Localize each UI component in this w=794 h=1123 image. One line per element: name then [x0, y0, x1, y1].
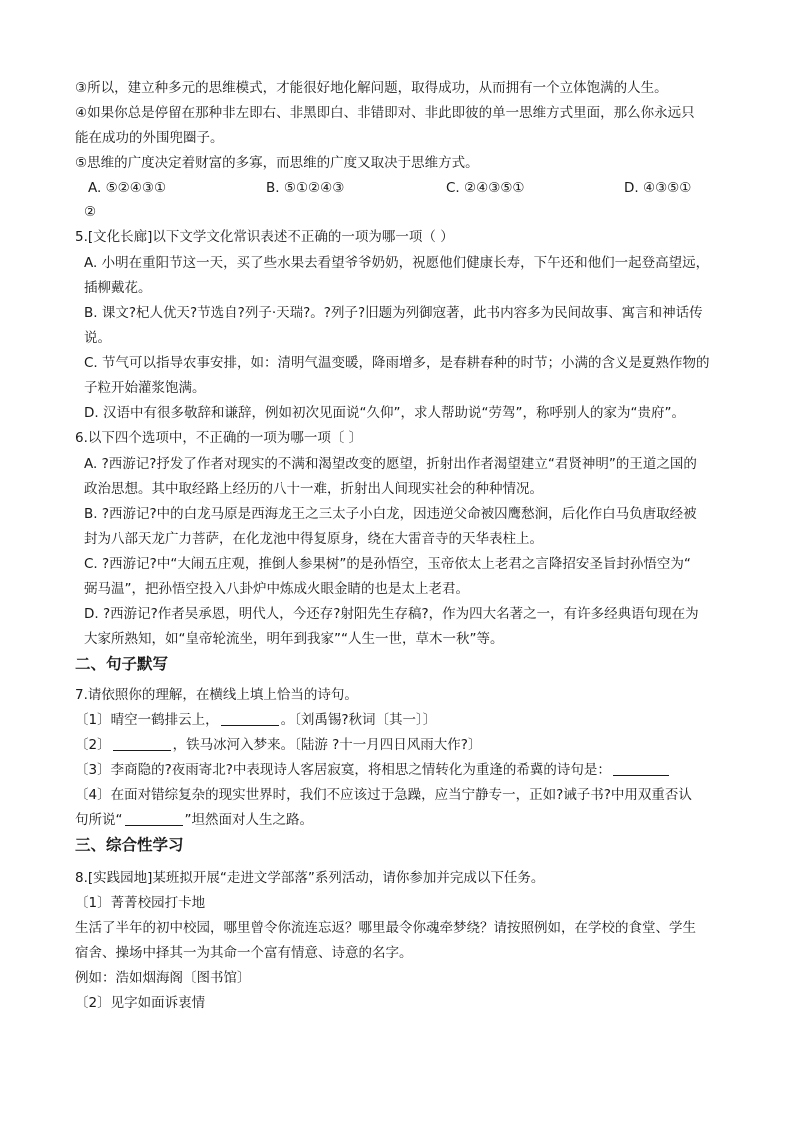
q6-option-d-line-2: 大家所熟知，如“皇帝轮流坐，明年到我家”“人生一世，草木一秋”等。 — [84, 631, 504, 647]
q4-option-b: B. ⑤①②④③ — [266, 180, 345, 196]
q8-task-1-line-1: 生活了半年的初中校园，哪里曾令你流连忘返？哪里最令你魂牵梦绕？请按照例如，在学校的食堂、学生 — [75, 920, 696, 936]
q6-option-b-line-2: 封为八部天龙广力菩萨，在化龙池中得复原身，绕在大雷音寺的天华表柱上。 — [84, 531, 543, 547]
q7-item-4-text: 句所说“ — [75, 812, 123, 828]
q4-option-a: A. ⑤②④③① — [88, 180, 167, 196]
sentence-4-line-2: 能在成功的外围兜圈子。 — [75, 130, 224, 146]
q7-item-2 — [75, 733, 735, 757]
q5-option-a-line-2: 插柳戴花。 — [84, 280, 152, 296]
q7-item-3 — [75, 758, 735, 782]
q5-option-b-line-2: 说。 — [84, 330, 111, 346]
q8-task-2-title: 〔2〕见字如面诉衷情 — [75, 995, 206, 1011]
q7-item-2-number: 〔2〕 — [75, 737, 111, 753]
q8-task-1-title: 〔1〕菁菁校园打卡地 — [75, 895, 206, 911]
section-3-heading: 三、综合性学习 — [75, 836, 184, 854]
q7-item-2-blank[interactable] — [113, 735, 171, 751]
sentence-4-line-1: ④如果你总是停留在那种非左即右、非黑即白、非错即对、非此即彼的单一思维方式里面，那么你永远只 — [75, 105, 695, 121]
q4-option-c: C. ②④③⑤① — [446, 180, 525, 196]
q7-item-3-text: 〔3〕李商隐的?夜雨寄北?中表现诗人客居寂寞，将相思之情转化为重逢的希冀的诗句是： — [75, 762, 611, 778]
q7-item-4-text-end: ”坦然面对人生之路。 — [184, 812, 313, 828]
q8-example: 例如：浩如烟海阁〔图书馆〕 — [75, 970, 251, 986]
q7-item-2-text: ，铁马冰河入梦来。〔陆游 ?十一月四日风雨大作?〕 — [172, 737, 482, 753]
q7-item-4-line-2 — [75, 808, 735, 832]
q5-stem: 5.[文化长廊]以下文学文化常识表述不正确的一项为哪一项（ ） — [75, 229, 454, 245]
q5-option-a-line-1: A. 小明在重阳节这一天，买了些水果去看望爷爷奶奶，祝愿他们健康长寿，下午还和他们一起登高望远， — [84, 255, 710, 271]
q6-stem: 6.以下四个选项中，不正确的一项为哪一项〔 〕 — [75, 430, 363, 446]
q5-option-c-line-1: C. 节气可以指导农事安排，如：清明气温变暖，降雨增多，是春耕春种的时节；小满的含义是夏熟作物的 — [84, 355, 710, 371]
sentence-3: ③所以，建立种多元的思维模式，才能很好地化解问题，取得成功，从而拥有一个立体饱满的人生。 — [75, 80, 668, 96]
q8-task-1-line-2: 宿舍、操场中择其一为其命一个富有情意、诗意的名字。 — [75, 945, 413, 961]
q8-stem: 8.[实践园地]某班拟开展“走进文学部落”系列活动，请你参加并完成以下任务。 — [75, 870, 545, 886]
q5-option-c-line-2: 子粒开始灌浆饱满。 — [84, 380, 206, 396]
q6-option-b-line-1: B. ?西游记?中的白龙马原是西海龙王之三太子小白龙，因违逆父命被囚鹰愁涧，后化作白马负唐取经被 — [84, 506, 697, 522]
q7-stem: 7.请依照你的理解，在横线上填上恰当的诗句。 — [75, 687, 358, 703]
q4-option-d-continued: ② — [84, 204, 97, 220]
q7-item-1-text: 〔1〕晴空一鹤排云上， — [75, 712, 219, 728]
q6-option-c-line-2: 弼马温”，把孙悟空投入八卦炉中炼成火眼金睛的也是太上老君。 — [84, 581, 469, 597]
sentence-5: ⑤思维的广度决定着财富的多寡，而思维的广度又取决于思维方式。 — [75, 155, 479, 171]
q6-option-d-line-1: D. ?西游记?作者吴承恩，明代人，今还存?射阳先生存稿?，作为四大名著之一，有许多经典语句现在为 — [84, 606, 699, 622]
q7-item-1-source: 。〔刘禹锡?秋词〔其一〕〕 — [280, 712, 437, 728]
q7-item-1 — [75, 708, 735, 732]
q5-option-b-line-1: B. 课文?杞人优天?节选自?列子·天瑞?。?列子?旧题为列御寇著，此书内容多为民间故事、寓言和神话传 — [84, 305, 703, 321]
q6-option-a-line-1: A. ?西游记?抒发了作者对现实的不满和渴望改变的愿望，折射出作者渴望建立“君贤神明”的王道之国的 — [84, 456, 697, 472]
q6-option-a-line-2: 政治思想。其中取经路上经历的八十一难，折射出人间现实社会的种种情况。 — [84, 481, 543, 497]
section-2-heading: 二、句子默写 — [75, 655, 169, 673]
q5-option-d: D. 汉语中有很多敬辞和谦辞，例如初次见面说“久仰”，求人帮助说“劳驾”，称呼别人的家为“贵府”。 — [84, 405, 685, 421]
q4-option-d: D. ④③⑤① — [624, 180, 692, 196]
q7-item-4-blank[interactable] — [125, 810, 183, 826]
q7-item-3-blank[interactable] — [613, 760, 669, 776]
q7-item-4-line-1: 〔4〕在面对错综复杂的现实世界时，我们不应该过于急躁，应当宁静专一，正如?诫子书?中用双重否认 — [75, 787, 692, 803]
q6-option-c-line-1: C. ?西游记?中“大闹五庄观，推倒人参果树”的是孙悟空，玉帝依太上老君之言降招安圣旨封孙悟空为“ — [84, 556, 691, 572]
q7-item-1-blank[interactable] — [221, 710, 279, 726]
q4-options-row — [84, 176, 734, 200]
